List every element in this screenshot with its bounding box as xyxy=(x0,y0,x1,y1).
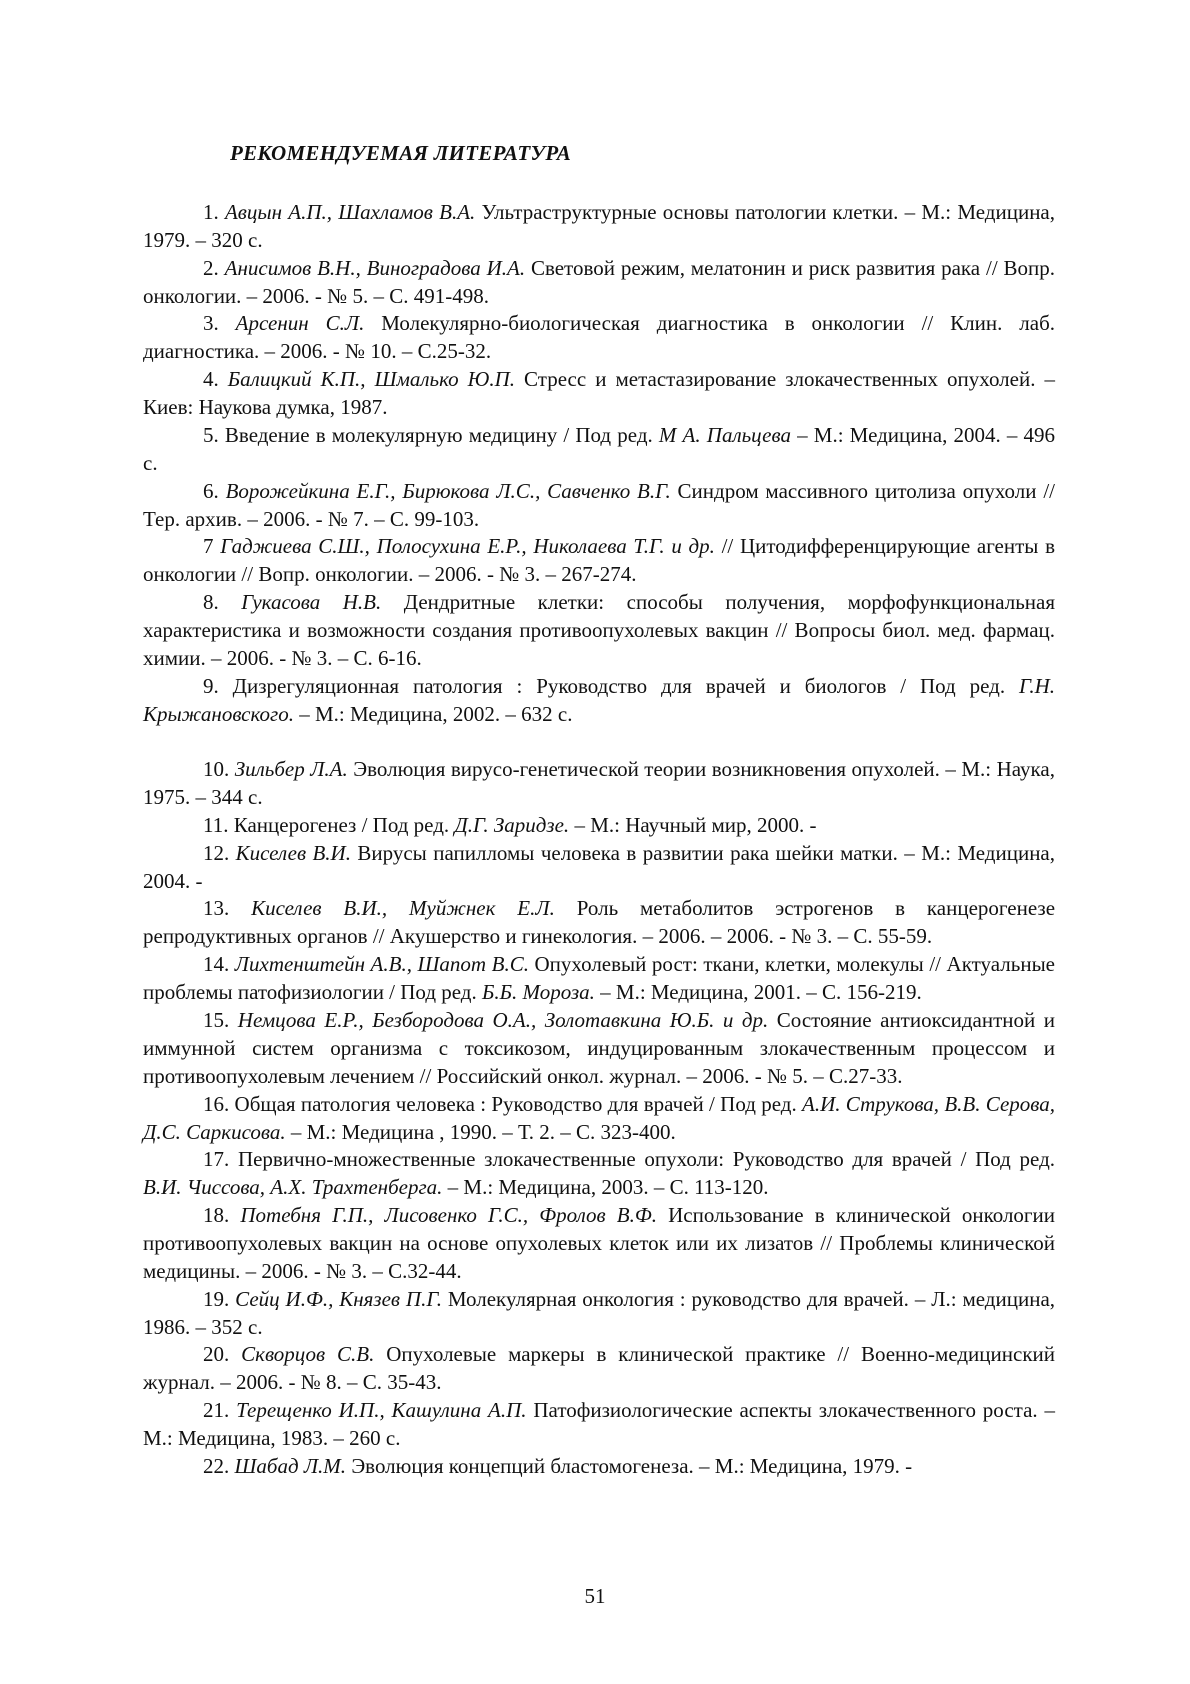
reference-authors: Немцова Е.Р., Безбородова О.А., Золотавкина Ю.Б. и др. xyxy=(237,1007,769,1032)
reference-number: 12. xyxy=(203,840,230,865)
reference-item xyxy=(143,1090,1055,1146)
reference-authors: Арсенин С.Л. xyxy=(235,311,365,336)
reference-number: 2. xyxy=(203,255,219,280)
reference-authors: Авцын А.П., Шахламов В.А. xyxy=(224,200,476,224)
reference-text: // Цитодифференцирующие агенты в онкологии // Вопр. онкологии. – 2006. - № 3. – 267-274. xyxy=(143,534,1055,587)
reference-item xyxy=(143,672,1055,728)
reference-item xyxy=(143,950,1055,1006)
reference-number: 16. xyxy=(203,1091,230,1116)
reference-pre-text: Общая патология человека : Руководство для врачей / Под ред. xyxy=(234,1091,802,1116)
reference-number: 5. xyxy=(203,422,219,447)
reference-editor: Б.Б. Мороза. xyxy=(482,980,595,1005)
reference-authors: Гаджиева С.Ш., Полосухина Е.Р., Николаева Т.Г. и др. xyxy=(220,534,715,559)
reference-editor: В.И. Чиссова, А.Х. Трахтенберга. xyxy=(143,1175,443,1200)
reference-authors: Ворожейкина Е.Г., Бирюкова Л.С., Савченко В.Г. xyxy=(225,478,671,503)
reference-number: 19. xyxy=(203,1286,230,1311)
reference-number: 18. xyxy=(203,1202,230,1227)
reference-authors: Лихтенштейн А.В., Шапот В.С. xyxy=(234,952,529,977)
reference-text: Синдром массивного цитолиза опухоли // Тер. архив. – 2006. - № 7. – С. 99-103. xyxy=(143,478,1055,531)
reference-text: Использование в клинической онкологии противоопухолевых вакцин на основе опухолевых клеток или их лизатов // Проблемы клинической медицины. – 2006. - № 3. – С.32-44. xyxy=(143,1202,1056,1283)
reference-number: 15. xyxy=(203,1007,230,1032)
page-number: 51 xyxy=(584,1584,606,1608)
reference-authors: Терещенко И.П., Кашулина А.П. xyxy=(236,1398,527,1423)
reference-text: Опухолевый рост: ткани, клетки, молекулы // Актуальные проблемы патофизиологии / Под ред. xyxy=(143,952,1055,1005)
page-title: РЕКОМЕНДУЕМАЯ ЛИТЕРАТУРА xyxy=(230,141,572,165)
reference-number: 21. xyxy=(203,1398,230,1423)
reference-item xyxy=(143,755,1055,811)
reference-item xyxy=(143,1006,1055,1090)
reference-item xyxy=(143,421,1055,477)
reference-authors: Киселев В.И. xyxy=(235,840,351,865)
reference-number: 7 xyxy=(203,534,214,559)
reference-text: Эволюция концепций бластомогенеза. – М.: Медицина, 1979. - xyxy=(346,1453,913,1478)
reference-item xyxy=(143,365,1055,421)
reference-authors: Потебня Г.П., Лисовенко Г.С., Фролов В.Ф. xyxy=(240,1202,658,1227)
reference-authors: Шабад Л.М. xyxy=(234,1453,347,1478)
reference-text: – М.: Медицина, 2003. – С. 113-120. xyxy=(442,1175,769,1200)
reference-text: Стресс и метастазирование злокачественных опухолей. – Киев: Наукова думка, 1987. xyxy=(143,367,1055,420)
reference-text: Эволюция вирусо-генетической теории возникновения опухолей. – М.: Наука, 1975. – 344 с. xyxy=(143,757,1055,810)
reference-item xyxy=(143,1201,1055,1285)
reference-text: Роль метаболитов эстрогенов в канцерогенезе репродуктивных органов // Акушерство и гинекология. – 2006. – 2006. - № 3. – С. 55-59. xyxy=(143,896,1056,949)
reference-number: 22. xyxy=(203,1453,230,1478)
reference-number: 9. xyxy=(203,673,219,698)
reference-text: Молекулярная онкология : руководство для врачей. – Л.: медицина, 1986. – 352 с. xyxy=(143,1286,1056,1339)
reference-number: 4. xyxy=(203,367,219,392)
reference-text: Опухолевые маркеры в клинической практике // Военно-медицинский журнал. – 2006. - № 8. – С. 35-43. xyxy=(143,1342,1055,1395)
reference-item xyxy=(143,588,1055,672)
reference-text: Ультраструктурные основы патологии клетки. – М.: Медицина, 1979. – 320 с. xyxy=(143,200,1055,252)
reference-item xyxy=(143,894,1055,950)
reference-item xyxy=(143,1340,1055,1396)
reference-item xyxy=(143,1285,1055,1341)
reference-editor: А.И. Струкова, В.В. Серова, Д.С. Саркисова. xyxy=(143,1091,1055,1144)
reference-pre-text: Канцерогенез / Под ред. xyxy=(233,813,455,838)
reference-editor: М А. Пальцева xyxy=(658,422,791,447)
reference-text: – М.: Научный мир, 2000. - xyxy=(569,813,817,838)
reference-authors: Скворцов С.В. xyxy=(241,1342,375,1367)
reference-text: – М.: Медицина , 1990. – Т. 2. – С. 323-400. xyxy=(285,1119,676,1144)
reference-number: 20. xyxy=(203,1342,230,1367)
reference-number: 3. xyxy=(203,311,219,336)
reference-item xyxy=(143,1396,1055,1452)
reference-item xyxy=(143,309,1055,365)
reference-item xyxy=(143,1145,1055,1201)
reference-authors: Зильбер Л.А. xyxy=(234,757,348,782)
reference-item xyxy=(143,254,1055,310)
reference-text: Вирусы папилломы человека в развитии рака шейки матки. – М.: Медицина, 2004. - xyxy=(143,840,1056,893)
reference-item xyxy=(143,839,1055,895)
reference-post-text: – М.: Медицина, 2001. – С. 156-219. xyxy=(594,980,922,1005)
reference-authors: Гукасова Н.В. xyxy=(241,589,382,614)
reference-item xyxy=(143,1452,1055,1480)
reference-text: Дендритные клетки: способы получения, морфофункциональная характеристика и возможности создания противоопухолевых вакцин // Вопросы биол. мед. фармац. химии. – 2006. - № 3. – С. 6-16. xyxy=(143,589,1056,670)
reference-authors: Сейц И.Ф., Князев П.Г. xyxy=(235,1286,442,1311)
reference-text: – М.: Медицина, 2004. – 496 с. xyxy=(143,422,1056,475)
reference-number: 6. xyxy=(203,478,219,503)
reference-authors: Анисимов В.Н., Виноградова И.А. xyxy=(224,255,526,280)
reference-item xyxy=(143,532,1055,588)
reference-text: Патофизиологические аспекты злокачественного роста. – М.: Медицина, 1983. – 260 с. xyxy=(143,1398,1055,1451)
reference-editor: Г.Н. Крыжановского. xyxy=(143,673,1056,726)
reference-number: 11. xyxy=(203,813,229,838)
reference-text: Световой режим, мелатонин и риск развития рака // Вопр. онкологии. – 2006. - № 5. – С. 491-498. xyxy=(143,255,1056,308)
reference-item xyxy=(143,477,1055,533)
reference-text: – М.: Медицина, 2002. – 632 с. xyxy=(293,701,573,726)
reference-list xyxy=(143,198,1055,1479)
reference-number: 1. xyxy=(203,200,219,224)
reference-number: 17. xyxy=(203,1147,230,1172)
reference-pre-text: Дизрегуляционная патология : Руководство для врачей и биологов / Под ред. xyxy=(232,673,1019,698)
reference-editor: Д.Г. Заридзе. xyxy=(454,813,570,838)
reference-pre-text: Введение в молекулярную медицину / Под ред. xyxy=(224,422,659,447)
reference-text: Молекулярно-биологическая диагностика в онкологии // Клин. лаб. диагностика. – 2006. - № 10. – С.25-32. xyxy=(143,311,1056,364)
reference-pre-text: Первично-множественные злокачественные опухоли: Руководство для врачей / Под ред. xyxy=(237,1147,1055,1172)
reference-item xyxy=(143,198,1055,254)
reference-number: 14. xyxy=(203,952,230,977)
reference-authors: Балицкий К.П., Шмалько Ю.П. xyxy=(227,367,515,392)
reference-item xyxy=(143,811,1055,839)
reference-number: 10. xyxy=(203,757,230,782)
reference-number: 8. xyxy=(203,589,219,614)
reference-text: Состояние антиоксидантной и иммунной систем организма с токсикозом, индуцированным злокачественным процессом и противоопухолевым лечением // Российский онкол. журнал. – 2006. - № 5. – С.27-33. xyxy=(143,1007,1055,1088)
reference-number: 13. xyxy=(203,896,230,921)
reference-authors: Киселев В.И., Муйжнек Е.Л. xyxy=(251,896,555,921)
